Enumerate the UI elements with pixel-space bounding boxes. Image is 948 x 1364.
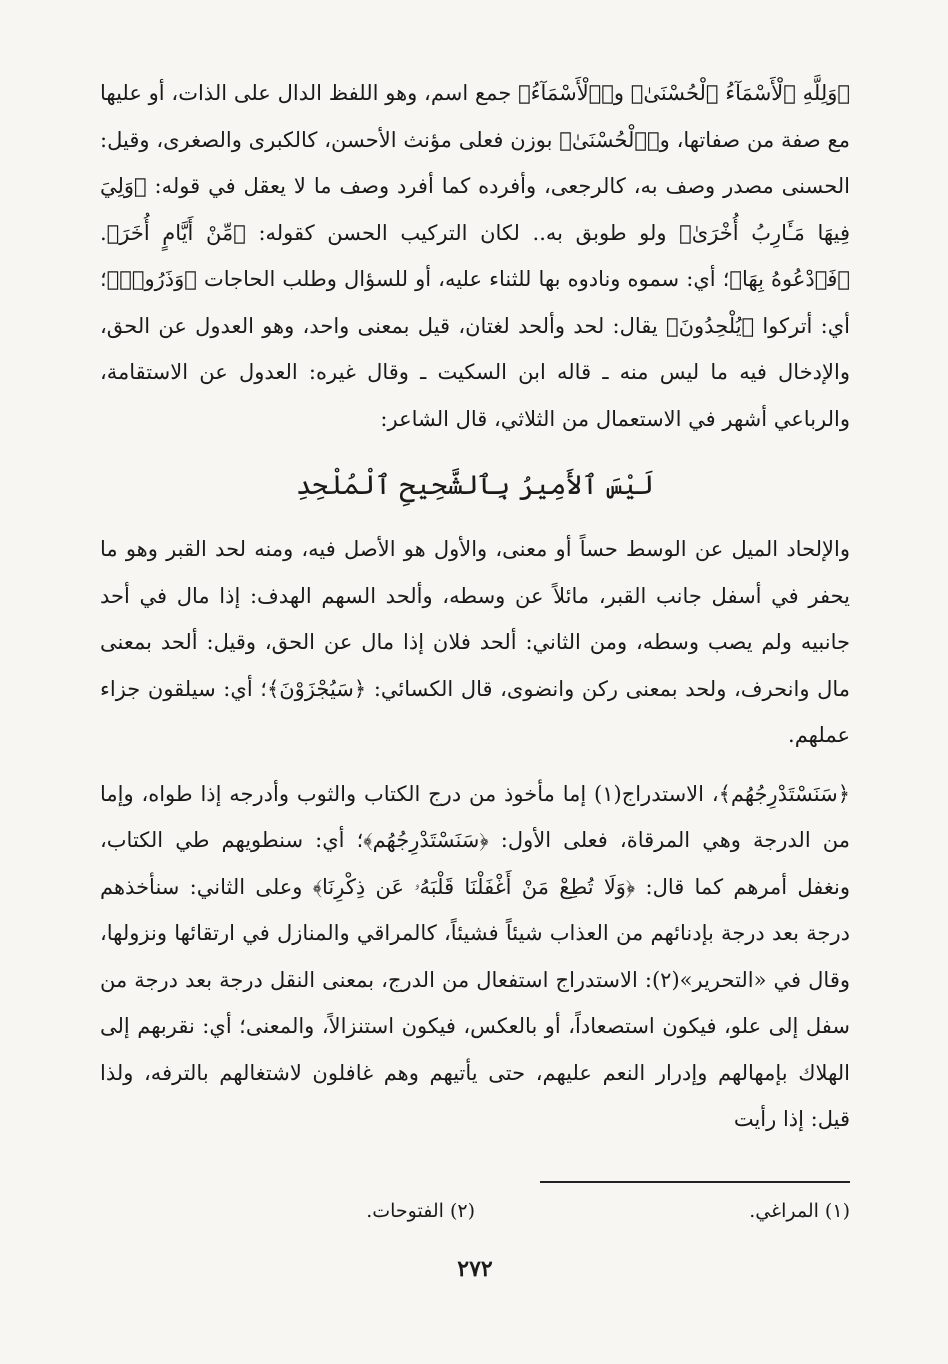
footnote-divider [540,1181,850,1183]
paragraph-spacer [100,759,850,771]
page-body [100,70,850,1330]
poetry-verse: لَيْسَ ٱلأَمِيرُ بِٱلشَّحِيحِ ٱلْمُلْحِدِ [296,470,654,501]
footnote-1: (١) المراغي. [749,1200,850,1222]
page-number: ٢٧٢ [457,1256,493,1282]
paragraph-1: ﴿وَلِلَّهِ ٱلْأَسْمَآءُ ٱلْحُسْنَىٰ﴾ و﴿ٱلْأَسْمَآءُ﴾ جمع اسم، وهو اللفظ الدال على الذات، أو عليها مع صفة من صفاتها، و﴿ٱلْحُسْنَىٰ﴾ بوزن فعلى مؤنث الأحسن، كالكبرى والصغرى، وقيل: الحسنى مصدر وصف به، كالرجعى، وأفرده كما أفرد وصف ما لا يعقل في قوله: ﴿وَلِيَ فِيهَا مَـَٔارِبُ أُخْرَىٰ﴾ ولو طوبق به.. لكان التركيب الحسن كقوله: ﴿مِّنْ أَيَّامٍ أُخَرَ﴾. ﴿فَٱدْعُوهُ بِهَا﴾؛ أي: سموه ونادوه بها للثناء عليه، أو للسؤال وطلب الحاجات ﴿وَذَرُوا۟﴾؛ أي: أتركوا ﴿يُلْحِدُونَ﴾ يقال: لحد وألحد لغتان، قيل بمعنى واحد، وهو العدول عن الحق، والإدخال فيه ما ليس منه ـ قاله ابن السكيت ـ وقال غيره: العدول عن الاستقامة، والرباعي أشهر في الاستعمال من الثلاثي، قال الشاعر: [100,81,850,431]
paragraph-2: والإلحاد الميل عن الوسط حساً أو معنى، والأول هو الأصل فيه، ومنه لحد القبر وهو ما يحفر في أسفل جانب القبر، مائلاً عن وسطه، وألحد السهم الهدف: إذا مال في أحد جانبيه ولم يصب وسطه، ومن الثاني: ألحد فلان إذا مال عن الحق، وقيل: ألحد بمعنى مال وانحرف، ولحد بمعنى ركن وانضوى، قال الكسائي: ﴿سَيُجْزَوْنَ﴾؛ أي: سيلقون جزاء عملهم. [100,537,850,747]
paragraph-3: ﴿سَنَسْتَدْرِجُهُم﴾، الاستدراج(١) إما مأخوذ من درج الكتاب والثوب وأدرجه إذا طواه، وإما من الدرجة وهي المرقاة، فعلى الأول: ﴿سَنَسْتَدْرِجُهُم﴾؛ أي: سنطويهم طي الكتاب، ونغفل أمرهم كما قال: ﴿وَلَا تُطِعْ مَنْ أَغْفَلْنَا قَلْبَهُۥ عَن ذِكْرِنَا﴾ وعلى الثاني: سنأخذهم درجة بعد درجة بإدنائهم من العذاب شيئاً فشيئاً، كالمراقي والمنازل في ارتقائها ونزولها، وقال في «التحرير»(٢): الاستدراج استفعال من الدرج، بمعنى النقل درجة بعد درجة من سفل إلى علو، فيكون استصعاداً، أو بالعكس، فيكون استنزالاً، والمعنى؛ أي: نقربهم إلى الهلاك بإمهالهم وإدرار النعم عليهم، حتى يأتيهم وهم غافلون لاشتغالهم بالترفه، ولذا قيل: إذا رأيت [100,781,851,1131]
footnotes [100,1200,850,1222]
footnote-2: (٢) الفتوحات. [366,1200,475,1222]
